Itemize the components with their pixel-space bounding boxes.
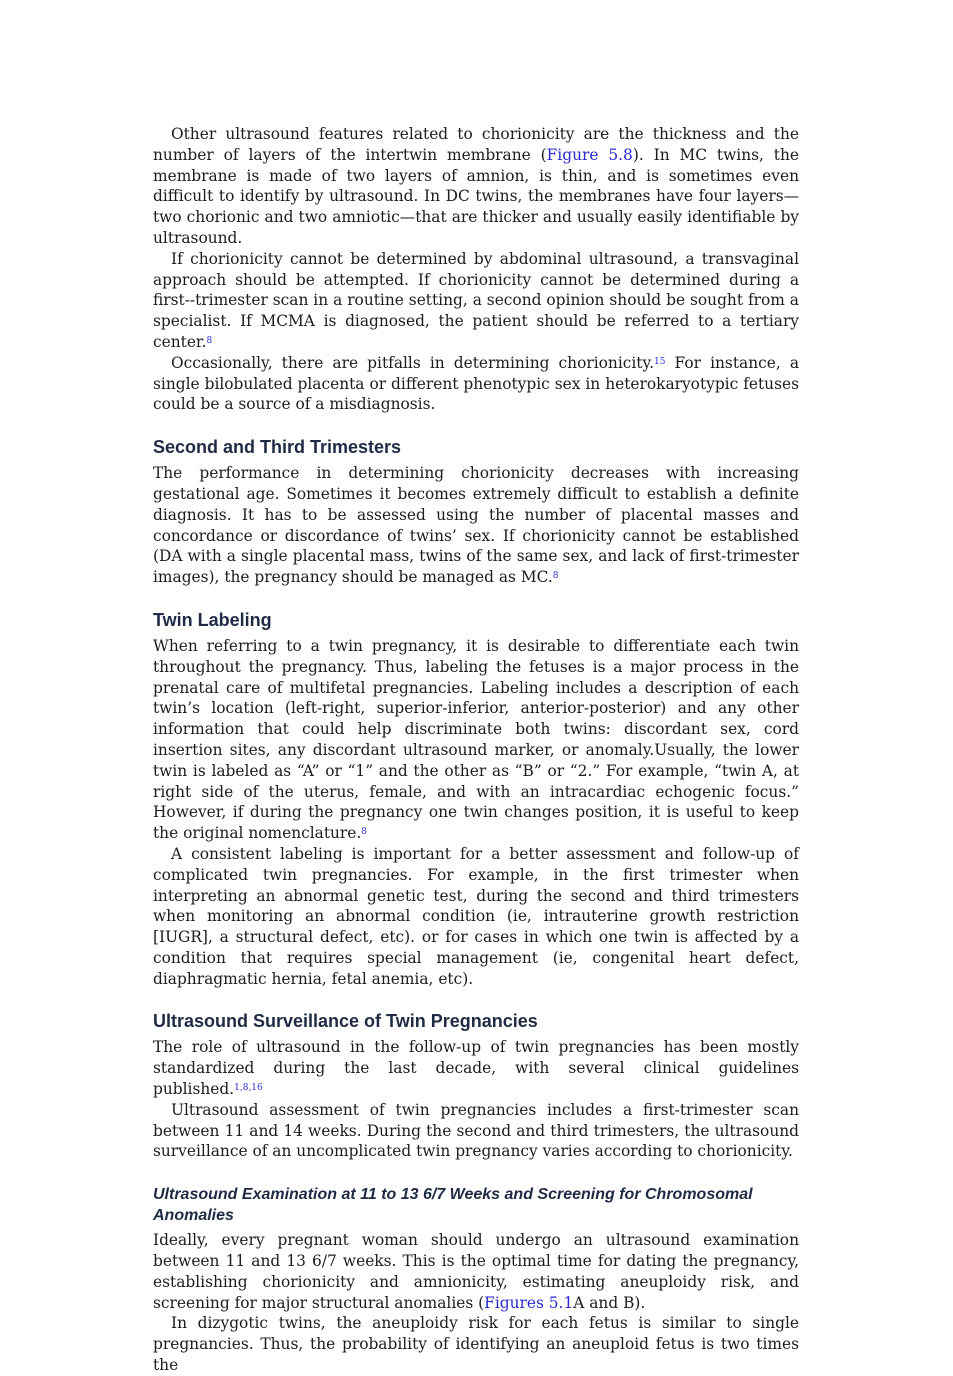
paragraph-dizygotic: [153, 1313, 799, 1375]
figure-link-5-1[interactable]: Figures 5.1: [484, 1293, 574, 1312]
paragraph-pitfalls: [153, 353, 799, 415]
reference-link[interactable]: 8: [361, 827, 368, 838]
paragraph-assessment: [153, 1100, 799, 1162]
text: Ideally, every pregnant woman should undergo an ultrasound examination between 11 and 13 6/7 weeks. This is the optimal time for dating the pregnancy, establishing chorionicity and amnionicity, estimating aneuploidy risk, and screening for major structural anomalies (: [153, 1231, 799, 1312]
text: The role of ultrasound in the follow-up of twin pregnancies has been mostly standardized during the last decade, with several clinical guidelines published.: [153, 1038, 799, 1099]
text: A and B).: [573, 1293, 646, 1312]
text: A consistent labeling is important for a better assessment and follow-up of complicated twin pregnancies. For example, in the first trimester when interpreting an abnormal genetic test, during the second and third trimesters when monitoring an abnormal condition (ie, intrauterine growth restriction [IUGR], a structural defect, etc). or for cases in which one twin is affected by a condition that requires special management (ie, congenital heart defect, diaphragmatic hernia, fetal anemia, etc).: [153, 844, 799, 988]
text: Ultrasound assessment of twin pregnancies includes a first-trimester scan between 11 and 14 weeks. During the second and third trimesters, the ultrasound surveillance of an uncomplicated twin pregnancy varies according to chorionicity.: [153, 1100, 799, 1161]
heading-twin-labeling: Twin Labeling: [153, 609, 272, 630]
paragraph-performance: [153, 463, 799, 588]
figure-link-5-8[interactable]: Figure 5.8: [546, 145, 633, 164]
heading-ultrasound-examination: Ultrasound Examination at 11 to 13 6/7 Weeks and Screening for Chromosomal Anomalies: [153, 1186, 753, 1225]
text: For instance, a single bilobulated placenta or different phenotypic sex in heterokaryotypic fetuses could be a source of a misdiagnosis.: [153, 353, 799, 414]
paragraph-labeling: [153, 636, 799, 844]
reference-link[interactable]: 8: [206, 335, 213, 346]
paragraph-membrane: [153, 124, 799, 249]
text: If chorionicity cannot be determined by abdominal ultrasound, a transvaginal approach should be attempted. If chorionicity cannot be determined during a first--trimester scan in a routine setting, a second opinion should be sought from a specialist. If MCMA is diagnosed, the patient should be referred to a tertiary center.: [153, 249, 799, 351]
paragraph-role-ultrasound: [153, 1037, 799, 1099]
text: The performance in determining chorionicity decreases with increasing gestational age. Sometimes it becomes extremely difficult to establish a definite diagnosis. It has to be assessed using the number of placental masses and concordance or discordance of twins’ sex. If chorionicity cannot be established (DA with a single placental mass, twins of the same sex, and lack of first-trimester images), the pregnancy should be managed as MC.: [153, 464, 799, 587]
text: Occasionally, there are pitfalls in determining chorionicity.: [171, 353, 655, 372]
reference-link[interactable]: 1,8,16: [234, 1083, 263, 1094]
paragraph-transvaginal: [153, 249, 799, 353]
reference-link[interactable]: 8: [552, 571, 559, 582]
paragraph-ideally: [153, 1230, 799, 1313]
reference-link[interactable]: 15: [654, 356, 666, 367]
heading-ultrasound-surveillance: Ultrasound Surveillance of Twin Pregnancies: [153, 1011, 538, 1032]
text: ). In MC twins, the membrane is made of two layers of amnion, is thin, and is sometimes even difficult to identify by ultrasound. In DC twins, the membranes have four layers—two chorionic and two amniotic—that are thicker and usually easily identifiable by ultrasound.: [153, 145, 799, 247]
document-page: [153, 124, 799, 1376]
text: In dizygotic twins, the aneuploidy risk for each fetus is similar to single pregnancies. Thus, the probability of identifying an aneuploid fetus is two times the: [153, 1314, 799, 1375]
text: When referring to a twin pregnancy, it is desirable to differentiate each twin throughout the pregnancy. Thus, labeling the fetuses is a major process in the prenatal care of multifetal pregnancies. Labeling includes a description of each twin’s location (left-right, superior-inferior, anterior-posterior) and any other information that could help discriminate both twins: discordant sex, cord insertion sites, any discordant ultrasound marker, or anomaly.Usually, the lower twin is labeled as “A” or “1” and the other as “B” or “2.” For example, “twin A, at right side of the uterus, female, and with an intracardiac echogenic focus.” However, if during the pregnancy one twin changes position, it is useful to keep the original nomenclature.: [153, 636, 799, 843]
text: Other ultrasound features related to chorionicity are the thickness and the number of layers of the intertwin membrane (: [153, 125, 799, 164]
heading-second-third-trimesters: Second and Third Trimesters: [153, 437, 402, 458]
paragraph-consistent-labeling: [153, 844, 799, 990]
